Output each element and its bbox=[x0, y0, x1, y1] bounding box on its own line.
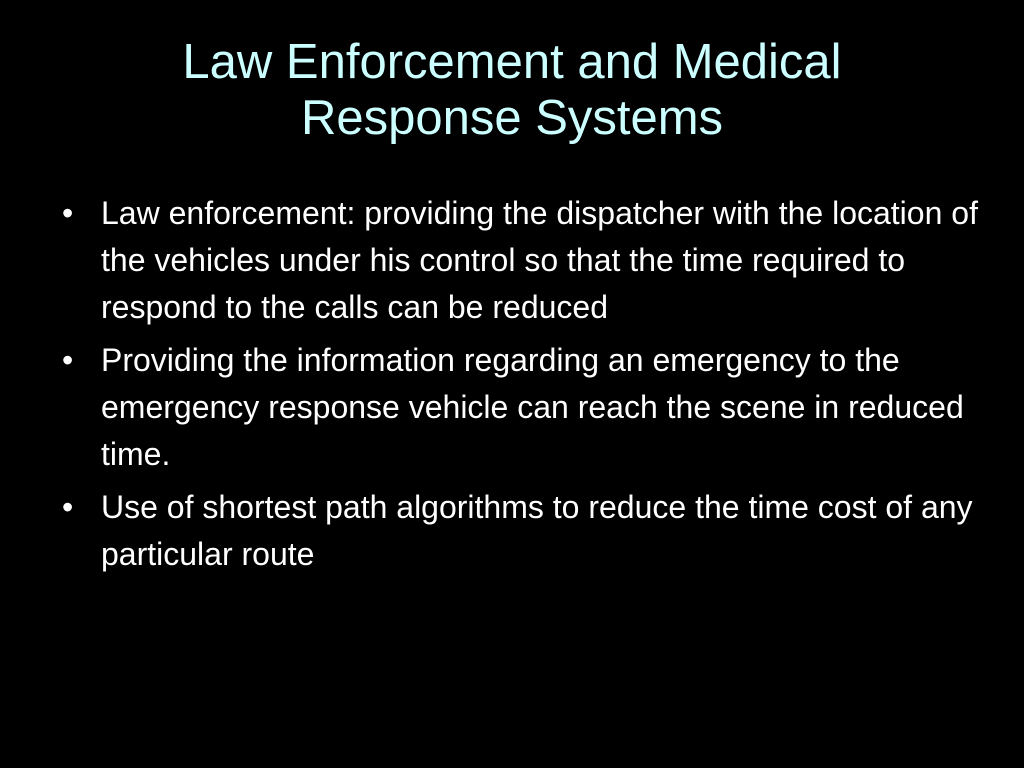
slide-title-line-1: Law Enforcement and Medical bbox=[182, 35, 842, 89]
bullet-dot-icon: • bbox=[62, 342, 74, 378]
bullet-item-law-enforcement bbox=[62, 190, 982, 331]
bullet-text: Use of shortest path algorithms to reduce the time cost of any particular route bbox=[101, 489, 973, 572]
bullet-item-shortest-path bbox=[62, 484, 982, 578]
bullet-text: Law enforcement: providing the dispatcher with the location of the vehicles under his control so that the time required to respond to the calls can be reduced bbox=[101, 195, 978, 325]
bullet-text: Providing the information regarding an emergency to the emergency response vehicle can reach the scene in reduced time. bbox=[101, 342, 964, 472]
bullet-dot-icon: • bbox=[62, 195, 74, 231]
slide-title bbox=[40, 34, 984, 146]
bullet-dot-icon: • bbox=[62, 489, 74, 525]
bullet-list bbox=[62, 190, 982, 584]
bullet-item-emergency-info bbox=[62, 337, 982, 478]
slide-title-line-2: Response Systems bbox=[300, 91, 724, 145]
